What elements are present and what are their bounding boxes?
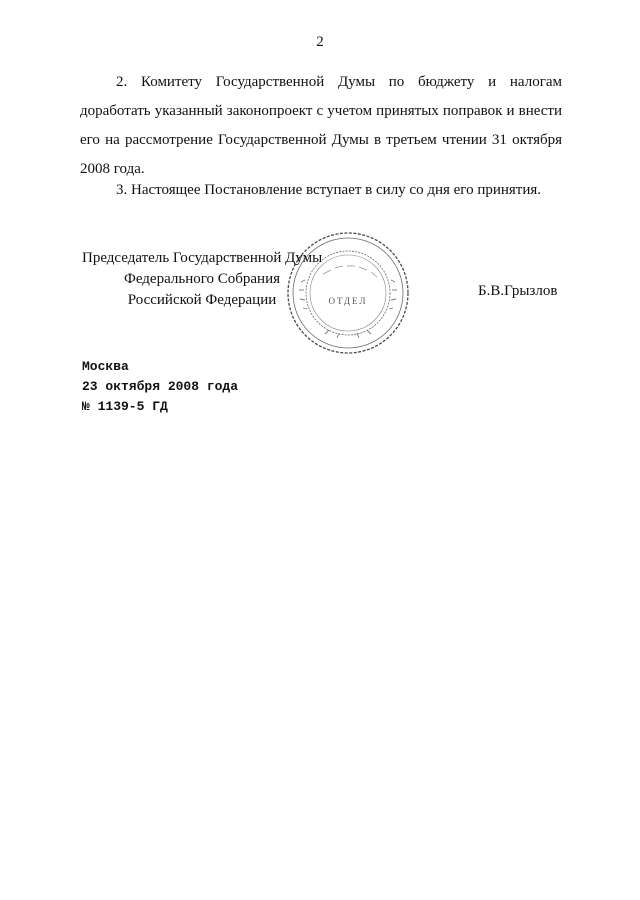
signature-block xyxy=(82,248,322,311)
document-footer xyxy=(82,357,238,417)
signature-title-line-2: Федерального Собрания xyxy=(123,271,281,287)
signature-title-line-1: Председатель Государственной Думы xyxy=(82,250,323,266)
footer-number: № 1139-5 ГД xyxy=(82,399,168,414)
paragraph-item-3: 3. Настоящее Постановление вступает в силу со дня его принятия. xyxy=(116,182,542,198)
footer-city: Москва xyxy=(82,359,129,374)
paragraph-item-2: 2. Комитету Государственной Думы по бюджету и налогам доработать указанный законопроект с учетом принятых поправок и внести его на рассмотрение Государственной Думы в третьем чтении 31 октября 2008 года. xyxy=(80,74,562,177)
signature-title-line-3: Российской Федерации xyxy=(127,292,277,308)
footer-date: 23 октября 2008 года xyxy=(82,379,239,394)
seal-center-text: ОТДЕЛ xyxy=(328,296,368,306)
page-number: 2 xyxy=(316,34,324,50)
signer-name: Б.В.Грызлов xyxy=(478,283,558,299)
